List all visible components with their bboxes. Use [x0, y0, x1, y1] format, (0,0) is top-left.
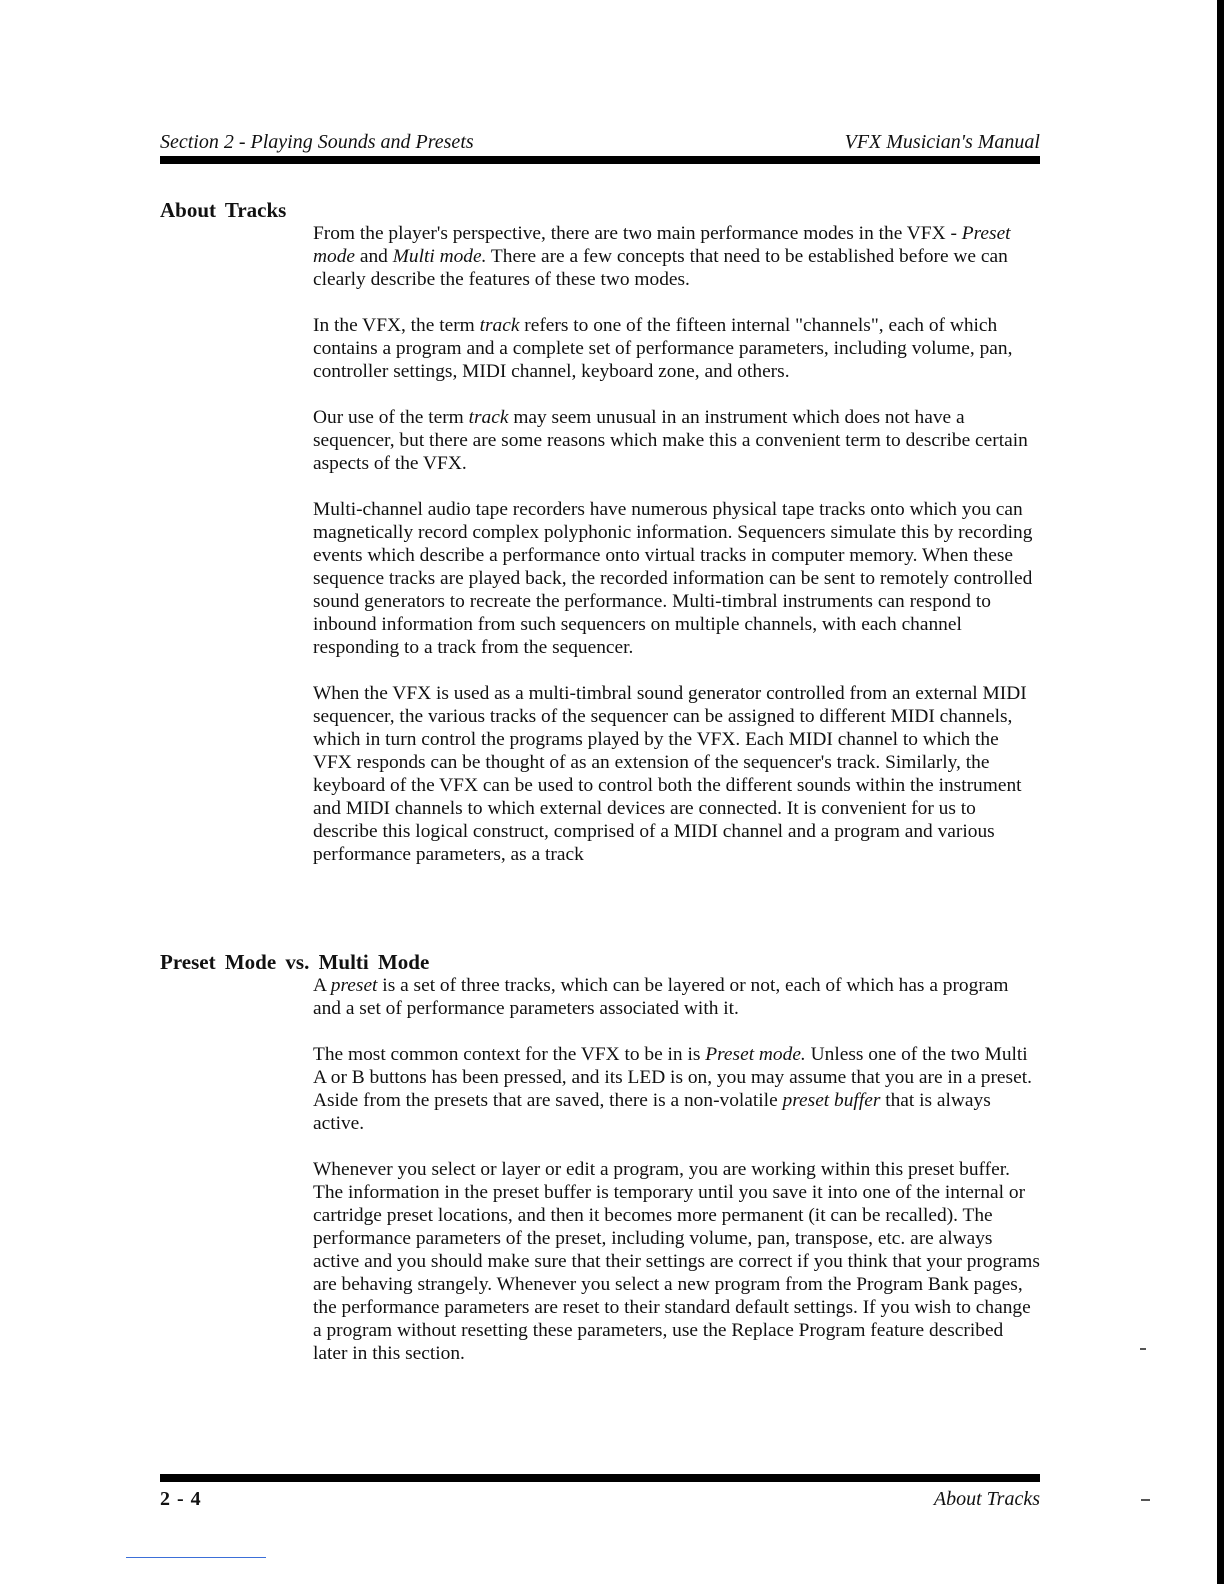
running-header-section: Section 2 - Playing Sounds and Presets [160, 131, 474, 153]
margin-tick-mark [1140, 1348, 1146, 1350]
emphasis-text: Multi mode. [392, 246, 487, 267]
margin-tick-mark [1141, 1499, 1150, 1501]
emphasis-text: preset [330, 975, 378, 996]
running-footer-title: About Tracks [933, 1488, 1040, 1510]
paragraph: Multi-channel audio tape recorders have numerous physical tape tracks onto which you can magnetically record complex polyphonic information. Sequencers simulate this by recording events which describe a performance onto virtual tracks in computer memory. When these sequence tracks are played back, the recorded information can be sent to remotely controlled sound generators to recreate the performance. Multi-timbral instruments can respond to inbound information from such sequencers on multiple channels, with each channel responding to a track from the sequencer. [313, 499, 1033, 658]
link-underline [126, 1557, 266, 1558]
section-body-about-tracks [313, 222, 1041, 866]
section-heading-about-tracks: About Tracks [160, 198, 287, 222]
paragraph: From the player's perspective, there are two main performance modes in the VFX - Preset mode and Multi mode. There are a few concepts that need to be established before we can clearly describe the features of these two modes. [313, 223, 1011, 290]
paragraph: Whenever you select or layer or edit a program, you are working within this preset buffer. The information in the preset buffer is temporary until you save it into one of the internal or cartridge preset locations, and then it becomes more permanent (it can be recalled). The performance parameters of the preset, including volume, pan, transpose, etc. are always active and you should make sure that their settings are correct if you think that your programs are behaving strangely. Whenever you select a new program from the Program Bank pages, the performance parameters are reset to their standard default settings. If you wish to change a program without resetting these parameters, use the Replace Program feature described later in this section. [313, 1159, 1040, 1364]
emphasis-text: Preset mode. [705, 1044, 806, 1065]
header-rule [160, 156, 1040, 164]
page-edge-bar [1217, 0, 1224, 1584]
emphasis-text: Preset mode [313, 223, 1011, 267]
paragraph: A preset is a set of three tracks, which can be layered or not, each of which has a program and a set of performance parameters associated with it. [313, 975, 1009, 1019]
paragraph: When the VFX is used as a multi-timbral sound generator controlled from an external MIDI sequencer, the various tracks of the sequencer can be assigned to different MIDI channels, which in turn control the programs played by the VFX. Each MIDI channel to which the VFX responds can be thought of as an extension of the sequencer's track. Similarly, the keyboard of the VFX can be used to control both the different sounds within the instrument and MIDI channels to which external devices are connected. It is convenient for us to describe this logical construct, comprised of a MIDI channel and a program and various performance parameters, as a track [313, 683, 1027, 865]
emphasis-text: track [479, 315, 520, 336]
paragraph: In the VFX, the term track refers to one of the fifteen internal "channels", each of which contains a program and a complete set of performance parameters, including volume, pan, controller settings, MIDI channel, keyboard zone, and others. [313, 315, 1013, 382]
emphasis-text: track [468, 407, 509, 428]
section-body-preset-vs-multi [313, 974, 1041, 1365]
emphasis-text: preset buffer [782, 1090, 881, 1111]
paragraph: The most common context for the VFX to be in is Preset mode. Unless one of the two Multi A or B buttons has been pressed, and its LED is on, you may assume that you are in a preset. Aside from the presets that are saved, there is a non-volatile preset buffer that is always active. [313, 1044, 1032, 1134]
running-header-manual: VFX Musician's Manual [844, 131, 1040, 153]
footer-rule [160, 1474, 1040, 1482]
page-number: 2 - 4 [160, 1488, 202, 1510]
section-heading-preset-vs-multi: Preset Mode vs. Multi Mode [160, 950, 430, 974]
paragraph: Our use of the term track may seem unusual in an instrument which does not have a sequencer, but there are some reasons which make this a convenient term to describe certain aspects of the VFX. [313, 407, 1028, 474]
